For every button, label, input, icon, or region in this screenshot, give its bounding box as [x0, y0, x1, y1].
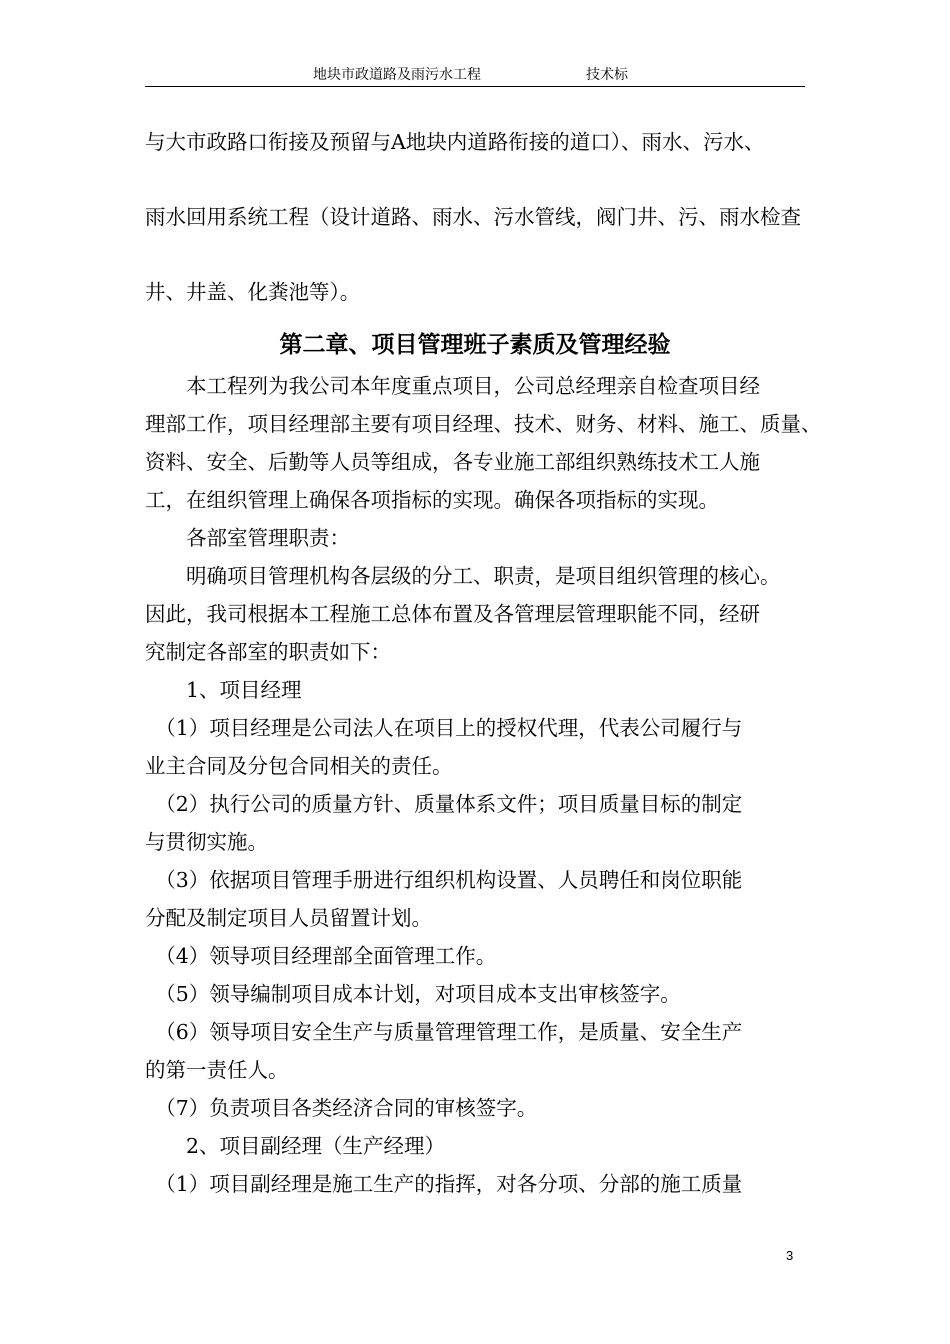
paragraph-line: 因此，我司根据本工程施工总体布置及各管理层管理职能不同，经研	[145, 602, 760, 626]
paragraph-line: 明确项目管理机构各层级的分工、职责，是项目组织管理的核心。	[145, 564, 781, 588]
paragraph-line: 理部工作，项目经理部主要有项目经理、技术、财务、材料、施工、质量、	[145, 412, 822, 436]
intro-line: 雨水回用系统工程（设计道路、雨水、污水管线，阀门井、污、雨水检查	[145, 205, 801, 229]
header-label: 技术标	[586, 67, 628, 83]
paragraph-line: （2）执行公司的质量方针、质量体系文件；项目质量目标的制定	[145, 792, 743, 816]
paragraph-line: （5）领导编制项目成本计划，对项目成本支出审核签字。	[145, 982, 681, 1006]
paragraph-line: （7）负责项目各类经济合同的审核签字。	[145, 1096, 538, 1120]
paragraph-line: 各部室管理职责：	[145, 526, 350, 550]
chapter-title: 第二章、项目管理班子素质及管理经验	[279, 332, 671, 358]
paragraph-line: （4）领导项目经理部全面管理工作。	[145, 944, 497, 968]
header-title: 地块市政道路及雨污水工程	[313, 67, 481, 83]
paragraph-line: 业主合同及分包合同相关的责任。	[145, 754, 453, 778]
page-header	[145, 66, 805, 87]
paragraph-line: 2、项目副经理（生产经理）	[145, 1134, 446, 1158]
paragraph-line: （3）依据项目管理手册进行组织机构设置、人员聘任和岗位职能	[145, 868, 743, 892]
paragraph-line: 本工程列为我公司本年度重点项目，公司总经理亲自检查项目经	[145, 374, 760, 398]
paragraph-line: （1）项目副经理是施工生产的指挥，对各分项、分部的施工质量	[145, 1172, 743, 1196]
paragraph-line: 1、项目经理	[145, 678, 302, 702]
paragraph-line: 资料、安全、后勤等人员等组成，各专业施工部组织熟练技术工人施	[145, 450, 760, 474]
paragraph-line: 分配及制定项目人员留置计划。	[145, 906, 432, 930]
paragraph-line: （6）领导项目安全生产与质量管理管理工作，是质量、安全生产	[145, 1020, 743, 1044]
paragraph-line: （1）项目经理是公司法人在项目上的授权代理，代表公司履行与	[145, 716, 743, 740]
intro-line: 井、井盖、化粪池等）。	[145, 280, 361, 304]
page-number: 3	[786, 1248, 794, 1263]
intro-line: 与大市政路口衔接及预留与A地块内道路衔接的道口）、雨水、污水、	[145, 130, 765, 154]
paragraph-line: 的第一责任人。	[145, 1058, 289, 1082]
paragraph-line: 究制定各部室的职责如下：	[145, 640, 391, 664]
paragraph-line: 与贯彻实施。	[145, 830, 268, 854]
paragraph-line: 工，在组织管理上确保各项指标的实现。确保各项指标的实现。	[145, 488, 719, 512]
